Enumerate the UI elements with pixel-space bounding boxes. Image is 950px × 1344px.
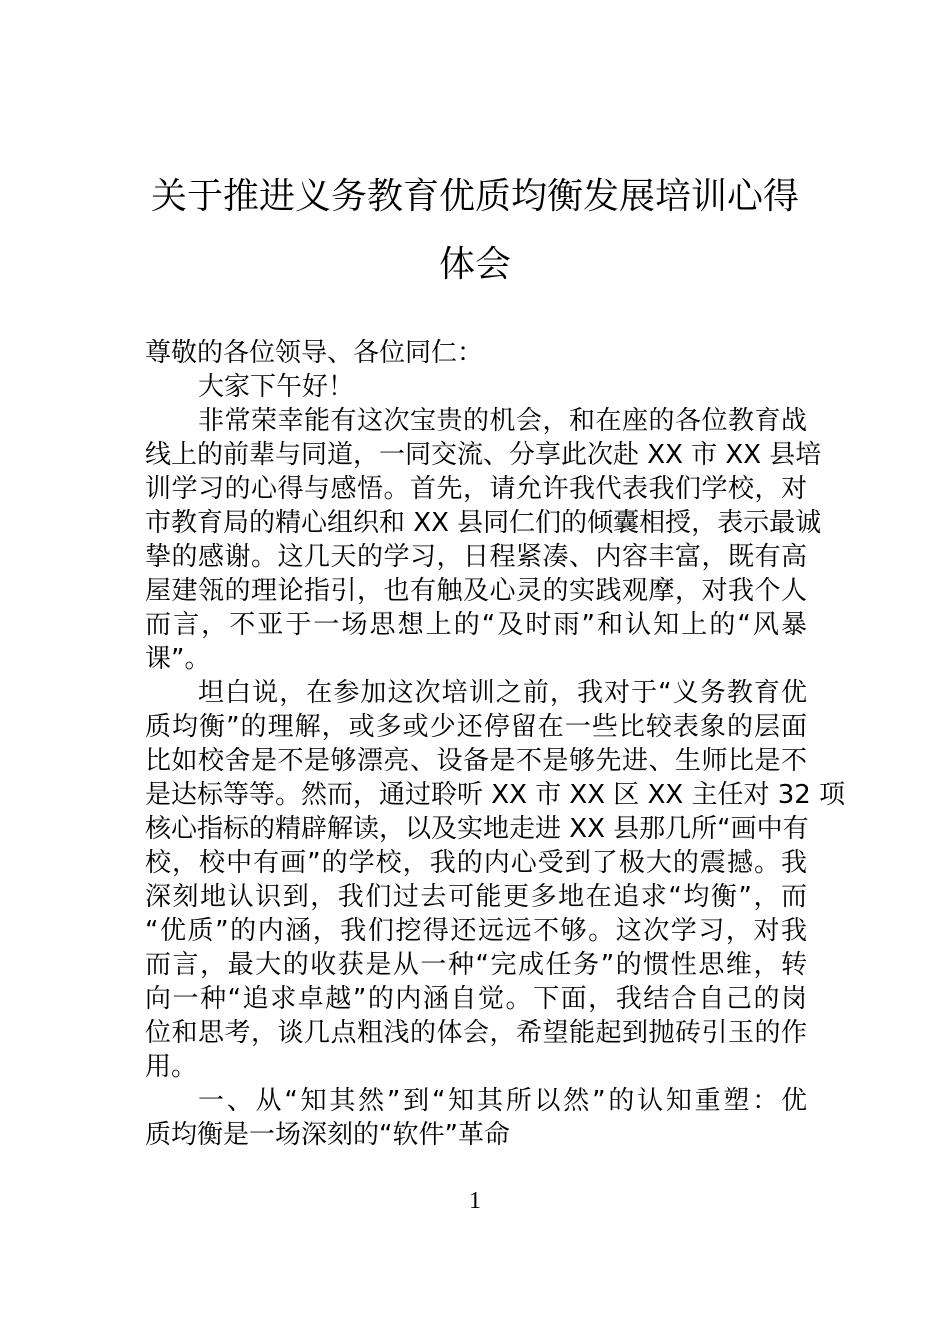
text-line: 校，校中有画”的学校，我的内心受到了极大的震撼。我 <box>145 848 807 878</box>
text-line: 非常荣幸能有这次宝贵的机会，和在座的各位教育战 <box>198 406 807 436</box>
text-line: 质均衡是一场深刻的“软件”革命 <box>145 1120 510 1150</box>
section-heading <box>145 1084 807 1152</box>
document-title-continued: 体会 <box>438 244 511 285</box>
text-line: 用。 <box>145 1052 198 1082</box>
text-line: 向一种“追求卓越”的内涵自觉。下面，我结合自己的岗 <box>145 984 807 1014</box>
text-line: 质均衡”的理解，或多或少还停留在一些比较表象的层面 <box>145 712 807 742</box>
text-line: 市教育局的精心组织和 XX 县同仁们的倾囊相授，表示最诚 <box>145 508 822 538</box>
text-line: 尊敬的各位领导、各位同仁： <box>145 338 484 368</box>
salutation <box>145 336 807 370</box>
page-number: 1 <box>469 1188 481 1214</box>
text-line: 坦白说，在参加这次培训之前，我对于“义务教育优 <box>198 678 807 708</box>
paragraph <box>145 676 846 1084</box>
paragraph <box>145 404 822 676</box>
text-line: 线上的前辈与同道，一同交流、分享此次赴 XX 市 XX 县培 <box>145 440 822 470</box>
text-line: 而言，不亚于一场思想上的“及时雨”和认知上的“风暴 <box>145 610 807 640</box>
text-line: 核心指标的精辟解读，以及实地走进 XX 县那几所“画中有 <box>145 814 809 844</box>
text-line: 深刻地认识到，我们过去可能更多地在追求“均衡”，而 <box>145 882 807 912</box>
document-body <box>145 336 846 1152</box>
document-title: 关于推进义务教育优质均衡发展培训心得 <box>150 176 799 217</box>
text-line: 挚的感谢。这几天的学习，日程紧凑、内容丰富，既有高 <box>145 542 807 572</box>
text-line: 屋建瓴的理论指引，也有触及心灵的实践观摩，对我个人 <box>145 576 807 606</box>
text-line: 课”。 <box>145 644 211 674</box>
text-line: 是达标等等。然而，通过聆听 XX 市 XX 区 XX 主任对 32 项 <box>145 780 846 810</box>
text-line: 位和思考，谈几点粗浅的体会，希望能起到抛砖引玉的作 <box>145 1018 807 1048</box>
text-line: “优质”的内涵，我们挖得还远远不够。这次学习，对我 <box>145 916 807 946</box>
text-line: 大家下午好！ <box>198 372 355 402</box>
greeting <box>145 370 807 404</box>
text-line: 一、从“知其然”到“知其所以然”的认知重塑：优 <box>198 1086 807 1116</box>
text-line: 比如校舍是不是够漂亮、设备是不是够先进、生师比是不 <box>145 746 807 776</box>
text-line: 训学习的心得与感悟。首先，请允许我代表我们学校，对 <box>145 474 807 504</box>
text-line: 而言，最大的收获是从一种“完成任务”的惯性思维，转 <box>145 950 807 980</box>
